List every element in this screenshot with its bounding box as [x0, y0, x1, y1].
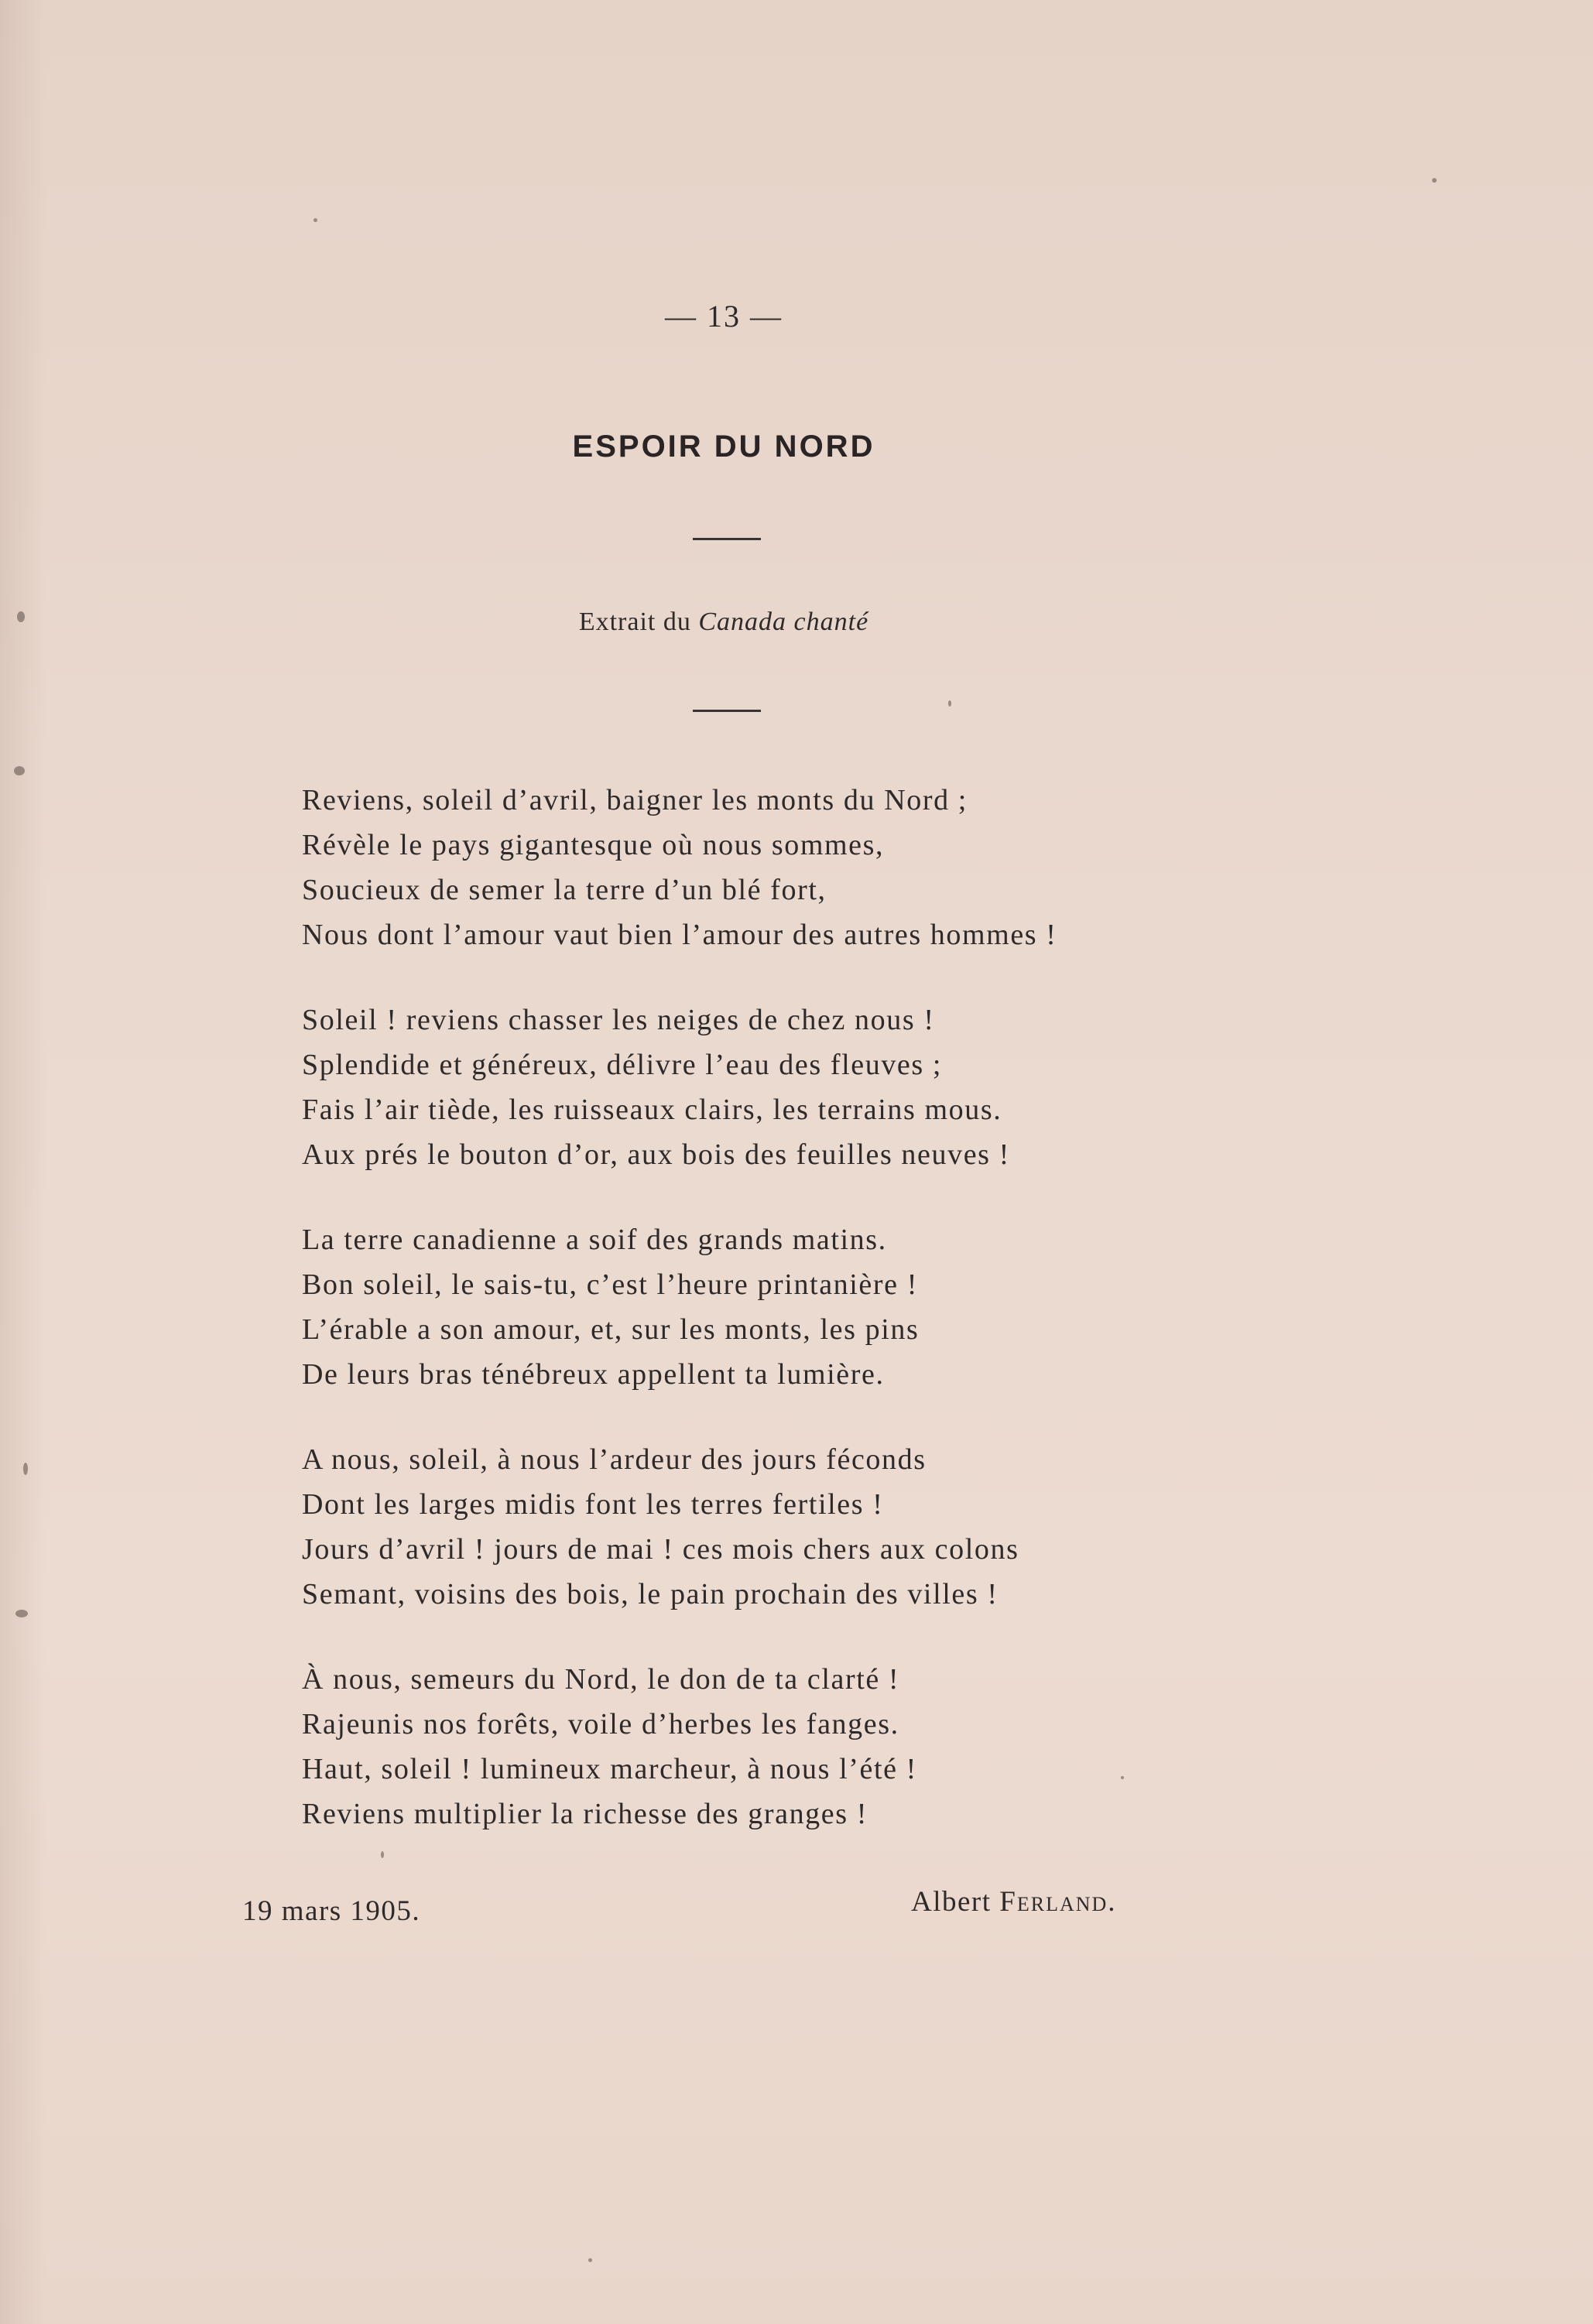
paper-speck: [588, 2258, 592, 2262]
paper-speck: [14, 766, 25, 775]
author-last-name: Ferland.: [999, 1886, 1117, 1918]
verse-line: Haut, soleil ! lumineux marcheur, à nous l’été !: [302, 1753, 917, 1785]
verse-line: A nous, soleil, à nous l’ardeur des jours féconds: [302, 1443, 927, 1476]
verse-line: L’érable a son amour, et, sur les monts, les pins: [302, 1313, 920, 1346]
verse-line: Aux prés le bouton d’or, aux bois des feuilles neuves !: [302, 1138, 1010, 1171]
verse-line: Jours d’avril ! jours de mai ! ces mois chers aux colons: [302, 1533, 1019, 1566]
verse-line: Fais l’air tiède, les ruisseaux clairs, les terrains mous.: [302, 1094, 1002, 1126]
verse-line: De leurs bras ténébreux appellent ta lumière.: [302, 1358, 885, 1391]
stanza: [302, 1657, 1231, 1836]
verse-line: Bon soleil, le sais-tu, c’est l’heure printanière !: [302, 1268, 918, 1301]
verse-line: Soleil ! reviens chasser les neiges de chez nous !: [302, 1004, 935, 1036]
paper-speck: [381, 1851, 384, 1858]
paper-speck: [948, 700, 951, 707]
verse-line: La terre canadienne a soif des grands matins.: [302, 1224, 887, 1256]
paper-speck: [1432, 178, 1437, 183]
poem-date: 19 mars 1905.: [242, 1895, 421, 1927]
title-divider: [693, 538, 761, 540]
subtitle-work: Canada chanté: [698, 608, 869, 636]
verse-line: Dont les larges midis font les terres fertiles !: [302, 1488, 884, 1521]
page-number: — 13 —: [665, 299, 783, 334]
subtitle-divider: [693, 710, 761, 712]
verse-line: Nous dont l’amour vaut bien l’amour des autres hommes !: [302, 919, 1057, 951]
verse-line: Splendide et généreux, délivre l’eau des fleuves ;: [302, 1049, 943, 1081]
verse-line: Rajeunis nos forêts, voile d’herbes les fanges.: [302, 1708, 899, 1740]
verse-line: Semant, voisins des bois, le pain prochain des villes !: [302, 1578, 999, 1610]
subtitle-prefix: Extrait du: [578, 608, 699, 636]
verse-line: Reviens, soleil d’avril, baigner les monts du Nord ;: [302, 784, 968, 816]
verse-line: À nous, semeurs du Nord, le don de ta clarté !: [302, 1663, 900, 1696]
poem-title: ESPOIR DU NORD: [572, 430, 875, 464]
stanza: [302, 1217, 1231, 1397]
verse-line: Reviens multiplier la richesse des granges !: [302, 1798, 868, 1830]
paper-speck: [313, 218, 317, 222]
paper-speck: [17, 611, 25, 622]
paper-speck: [15, 1610, 28, 1617]
paper-speck: [1121, 1776, 1124, 1779]
poem-author: [911, 1885, 1117, 1918]
stanza: [302, 998, 1231, 1177]
paper-speck: [23, 1463, 28, 1475]
verse-line: Révèle le pays gigantesque où nous sommes,: [302, 829, 885, 861]
author-first-name: Albert: [911, 1886, 1000, 1918]
verse-line: Soucieux de semer la terre d’un blé fort,: [302, 874, 827, 906]
poem-subtitle: [0, 608, 1447, 637]
stanza: [302, 1437, 1231, 1617]
poem-body: [302, 778, 1231, 1877]
stanza: [302, 778, 1231, 957]
